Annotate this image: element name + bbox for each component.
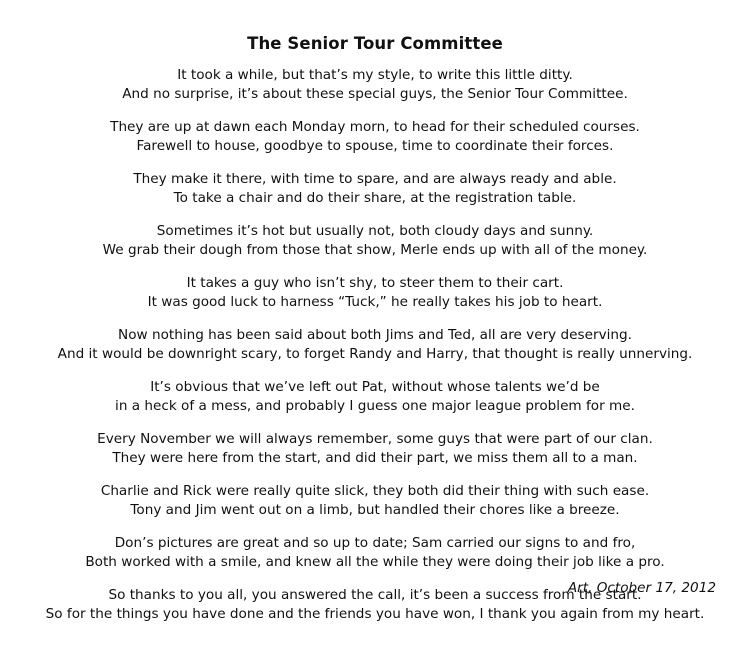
- poem-line: To take a chair and do their share, at the registration table.: [173, 190, 577, 206]
- poem-line: It took a while, but that’s my style, to write this little ditty.: [177, 67, 573, 83]
- poem-line: They are up at dawn each Monday morn, to head for their scheduled courses.: [110, 119, 640, 135]
- poem-line: So thanks to you all, you answered the call, it’s been a success from the start.: [108, 587, 642, 603]
- poem-line: Farewell to house, goodbye to spouse, time to coordinate their forces.: [136, 138, 614, 154]
- stanza: [0, 430, 750, 468]
- stanza: [0, 222, 750, 260]
- poem-line: They make it there, with time to spare, and are always ready and able.: [133, 171, 617, 187]
- stanza: [0, 378, 750, 416]
- poem-line: Charlie and Rick were really quite slick, they both did their thing with such ease.: [100, 483, 650, 499]
- stanza: [0, 326, 750, 364]
- poem-line: Tony and Jim went out on a limb, but handled their chores like a breeze.: [130, 502, 620, 518]
- poem-line: Both worked with a smile, and knew all the while they were doing their job like a pro.: [85, 554, 665, 570]
- poem-line: Sometimes it’s hot but usually not, both cloudy days and sunny.: [156, 223, 594, 239]
- poem-line: And it would be downright scary, to forget Randy and Harry, that thought is really unnerving.: [57, 346, 693, 362]
- stanza: [0, 534, 750, 572]
- stanza: [0, 66, 750, 104]
- poem-line: Don’s pictures are great and so up to date; Sam carried our signs to and fro,: [114, 535, 636, 551]
- poem-line: It takes a guy who isn’t shy, to steer them to their cart.: [186, 275, 564, 291]
- poem-line: Every November we will always remember, some guys that were part of our clan.: [97, 431, 653, 447]
- poem-line: They were here from the start, and did their part, we miss them all to a man.: [112, 450, 638, 466]
- poem-line: in a heck of a mess, and probably I guess one major league problem for me.: [115, 398, 635, 414]
- poem-line: It’s obvious that we’ve left out Pat, without whose talents we’d be: [150, 379, 600, 395]
- stanza: [0, 274, 750, 312]
- poem-line: And no surprise, it’s about these special guys, the Senior Tour Committee.: [122, 86, 628, 102]
- poem-line: Now nothing has been said about both Jims and Ted, all are very deserving.: [118, 327, 632, 343]
- poem-line: It was good luck to harness “Tuck,” he really takes his job to heart.: [147, 294, 603, 310]
- poem-body: [0, 66, 750, 638]
- poem-line: So for the things you have done and the friends you have won, I thank you again from my heart.: [45, 606, 705, 622]
- signature-date: Art, October 17, 2012: [567, 580, 716, 596]
- stanza: [0, 170, 750, 208]
- poem-line: We grab their dough from those that show, Merle ends up with all of the money.: [102, 242, 648, 258]
- document-title: The Senior Tour Committee: [247, 34, 503, 53]
- stanza: [0, 118, 750, 156]
- stanza: [0, 482, 750, 520]
